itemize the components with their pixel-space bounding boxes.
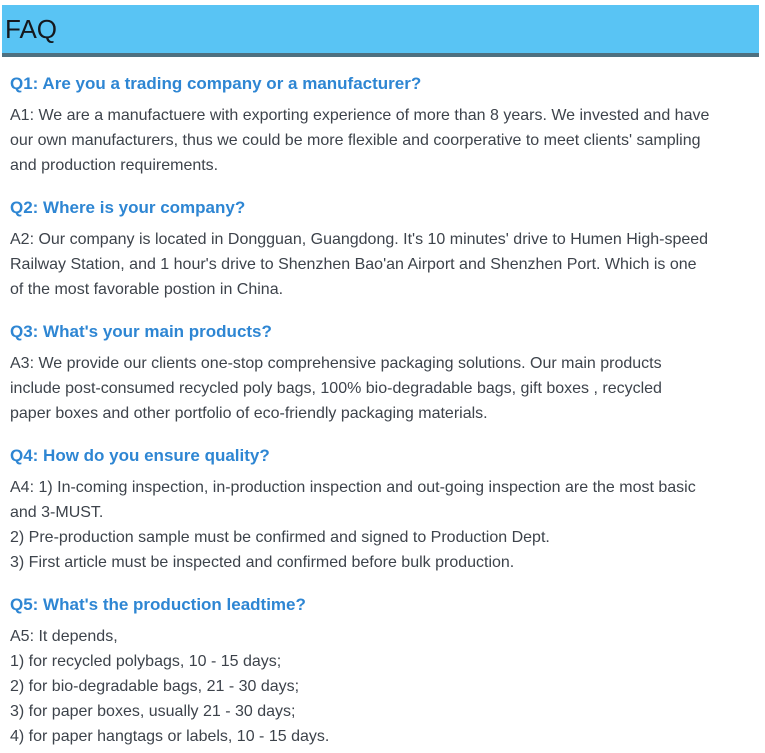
faq-answer-line: A4: 1) In-coming inspection, in-production inspection and out-going inspection are the most basic xyxy=(10,479,696,496)
faq-answer xyxy=(10,624,755,749)
faq-answer-line: and production requirements. xyxy=(10,157,219,174)
faq-list xyxy=(0,57,765,749)
faq-answer xyxy=(10,227,755,302)
faq-answer-line: Railway Station, and 1 hour's drive to Shenzhen Bao'an Airport and Shenzhen Port. Which is one xyxy=(10,256,697,273)
faq-answer-line: of the most favorable postion in China. xyxy=(10,281,284,298)
faq-answer-line: A3: We provide our clients one-stop comprehensive packaging solutions. Our main products xyxy=(10,355,662,372)
faq-question: Q5: What's the production leadtime? xyxy=(10,595,306,614)
faq-answer-line: A2: Our company is located in Dongguan, Guangdong. It's 10 minutes' drive to Humen High-speed xyxy=(10,231,709,248)
faq-answer xyxy=(10,475,755,575)
faq-answer-line: paper boxes and other portfolio of eco-friendly packaging materials. xyxy=(10,405,488,422)
faq-item xyxy=(10,594,755,749)
faq-answer xyxy=(10,351,755,426)
faq-section-header xyxy=(2,5,759,57)
faq-item xyxy=(10,73,755,178)
faq-answer-line: our own manufacturers, thus we could be more flexible and coorperative to meet clients' sampling xyxy=(10,132,701,149)
faq-answer-line: 1) for recycled polybags, 10 - 15 days; xyxy=(10,653,282,670)
faq-answer-line: A5: It depends, xyxy=(10,628,118,645)
faq-answer-line: 2) Pre-production sample must be confirmed and signed to Production Dept. xyxy=(10,529,550,546)
faq-answer-line: and 3-MUST. xyxy=(10,504,104,521)
faq-item xyxy=(10,321,755,426)
faq-section-title: FAQ xyxy=(5,13,58,44)
faq-question: Q2: Where is your company? xyxy=(10,198,246,217)
faq-answer-line: A1: We are a manufactuere with exporting experience of more than 8 years. We invested and have xyxy=(10,107,710,124)
faq-question: Q1: Are you a trading company or a manufacturer? xyxy=(10,74,422,93)
faq-item xyxy=(10,445,755,575)
faq-answer-line: 4) for paper hangtags or labels, 10 - 15 days. xyxy=(10,728,330,745)
faq-question: Q4: How do you ensure quality? xyxy=(10,446,270,465)
faq-answer-line: 3) First article must be inspected and confirmed before bulk production. xyxy=(10,554,515,571)
faq-answer-line: include post-consumed recycled poly bags, 100% bio-degradable bags, gift boxes , recycled xyxy=(10,380,662,397)
faq-answer xyxy=(10,103,755,178)
faq-answer-line: 2) for bio-degradable bags, 21 - 30 days; xyxy=(10,678,300,695)
faq-answer-line: 3) for paper boxes, usually 21 - 30 days; xyxy=(10,703,296,720)
faq-item xyxy=(10,197,755,302)
faq-question: Q3: What's your main products? xyxy=(10,322,272,341)
